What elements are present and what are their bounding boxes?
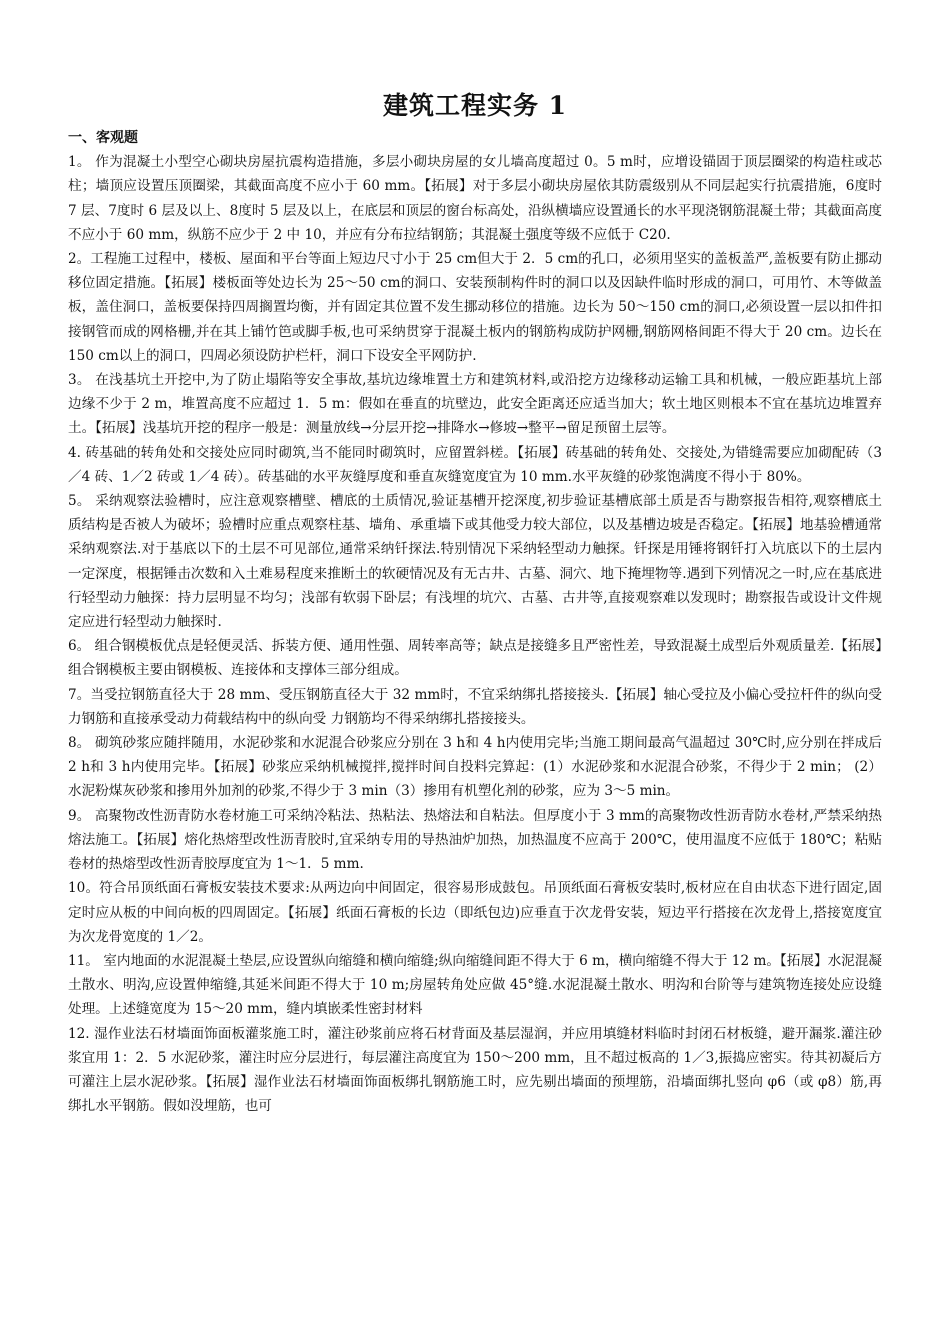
paragraph-12: 12. 湿作业法石材墙面饰面板灌浆施工时，灌注砂浆前应将石材背面及基层湿润，并应用填缝材料临时封闭石材板缝，避开漏浆.灌注砂浆宜用 1：2．5 水泥砂浆，灌注时应分层进行，每层灌注高度宜为 150～200 mm，且不超过板高的 1／3,振捣应密实。待其初凝后方可灌注上层水泥砂浆。【拓展】湿作业法石材墙面饰面板绑扎钢筋施工时，应先剔出墙面的预埋筋，沿墙面绑扎竖向 φ6（或 φ8）筋,再绑扎水平钢筋。假如没埋筋，也可	[68, 1025, 882, 1115]
paragraph-2: 2。工程施工过程中，楼板、屋面和平台等面上短边尺寸小于 25 cm但大于 2．5 cm的孔口，必须用坚实的盖板盖严,盖板要有防止挪动移位固定措施。【拓展】楼板面等处边长为 25～50 cm的洞口、安装预制构件时的洞口以及因缺件临时形成的洞口，可用竹、木等做盖板，盖住洞口，盖板要保持四周搁置均衡，并有固定其位置不发生挪动移位的措施。边长为 50～150 cm的洞口,必须设置一层以扣件扣接钢管而成的网格栅,并在其上铺竹笆或脚手板,也可采纳贯穿于混凝土板内的钢筋构成防护网栅,钢筋网格间距不得大于 20 cm。边长在 150 cm以上的洞口，四周必须设防护栏杆，洞口下设安全平网防护.	[68, 251, 882, 364]
paragraph-7: 7。当受拉钢筋直径大于 28 mm、受压钢筋直径大于 32 mm时，不宜采纳绑扎搭接接头.【拓展】轴心受拉及小偏心受拉杆件的纵向受力钢筋和直接承受动力荷载结构中的纵向受 力钢筋均不得采纳绑扎搭接接头。	[68, 686, 882, 727]
paragraph-10: 10。符合吊顶纸面石膏板安装技术要求:从两边向中间固定，很容易形成鼓包。吊顶纸面石膏板安装时,板材应在自由状态下进行固定,固定时应从板的中间向板的四周固定。【拓展】纸面石膏板的长边（即纸包边)应垂直于次龙骨安装，短边平行搭接在次龙骨上,搭接宽度宜为次龙骨宽度的 1／2。	[68, 880, 882, 945]
paragraph-8: 8。 砌筑砂浆应随拌随用，水泥砂浆和水泥混合砂浆应分别在 3 h和 4 h内使用完毕;当施工期间最高气温超过 30℃时,应分别在拌成后 2 h和 3 h内使用完毕。【拓展】砂浆应采纳机械搅拌,搅拌时间自投料完算起：(1）水泥砂浆和水泥混合砂浆，不得少于 2 min； (2）水泥粉煤灰砂浆和掺用外加剂的砂浆,不得少于 3 min（3）掺用有机塑化剂的砂浆，应为 3～5 min。	[68, 735, 882, 800]
section-heading: 一、客观题	[68, 130, 138, 146]
paragraph-3: 3。 在浅基坑土开挖中,为了防止塌陷等安全事故,基坑边缘堆置土方和建筑材料,或沿挖方边缘移动运输工具和机械，一般应距基坑上部边缘不少于 2 m，堆置高度不应超过 1．5 m：假如在垂直的坑壁边，此安全距离还应适当加大；软土地区则根本不宜在基坑边堆置弃土。【拓展】浅基坑开挖的程序一般是：测量放线→分层开挖→排降水→修坡→整平→留足预留土层等。	[68, 372, 882, 437]
paragraph-6: 6。 组合钢模板优点是轻便灵活、拆装方便、通用性强、周转率高等；缺点是接缝多且严密性差，导致混凝土成型后外观质量差.【拓展】组合钢模板主要由钢模板、连接体和支撑体三部分组成。	[68, 638, 882, 679]
paragraph-5: 5。 采纳观察法验槽时，应注意观察槽壁、槽底的土质情况,验证基槽开挖深度,初步验证基槽底部土质是否与勘察报告相符,观察槽底土质结构是否被人为破坏；验槽时应重点观察柱基、墙角、承重墙下或其他受力较大部位，以及基槽边坡是否稳定。【拓展】地基验槽通常采纳观察法.对于基底以下的土层不可见部位,通常采纳钎探法.特别情况下采纳轻型动力触探。钎探是用锤将钢钎打入坑底以下的土层内一定深度，根据锤击次数和入土难易程度来推断土的软硬情况及有无古井、古墓、洞穴、地下掩埋物等.遇到下列情况之一时,应在基底进行轻型动力触探：持力层明显不均匀；浅部有软弱下卧层；有浅埋的坑穴、古墓、古井等,直接观察难以发现时；勘察报告或设计文件规定应进行轻型动力触探时.	[68, 493, 882, 631]
paragraph-11: 11。 室内地面的水泥混凝土垫层,应设置纵向缩缝和横向缩缝;纵向缩缝间距不得大于 6 m，横向缩缝不得大于 12 m。【拓展】水泥混凝土散水、明沟,应设置伸缩缝,其延米间距不得大于 10 m;房屋转角处应做 45°缝.水泥混凝土散水、明沟和台阶等与建筑物连接处应设缝处理。上述缝宽度为 15～20 mm，缝内填嵌柔性密封材料	[68, 952, 882, 1018]
paragraph-9: 9。 高聚物改性沥青防水卷材施工可采纳冷粘法、热粘法、热熔法和自粘法。但厚度小于 3 mm的高聚物改性沥青防水卷材,严禁采纳热熔法施工。【拓展】熔化热熔型改性沥青胶时,宜采纳专用的导热油炉加热，加热温度不应高于 200℃，使用温度不应低于 180℃；粘贴卷材的热熔型改性沥青胶厚度宜为 1～1．5 mm.	[68, 807, 882, 873]
document-body	[68, 126, 882, 1118]
paragraph-1: 1。 作为混凝土小型空心砌块房屋抗震构造措施，多层小砌块房屋的女儿墙高度超过 0。5 m时，应增设锚固于顶层圈梁的构造柱或芯柱；墙顶应设置压顶圈梁，其截面高度不应小于 60 mm。【拓展】对于多层小砌块房屋依其防震级别从不同层起实行抗震措施，6度时 7 层、7度时 6 层及以上、8度时 5 层及以上，在底层和顶层的窗台标高处，沿纵横墙应设置通长的水平现浇钢筋混凝土带；其截面高度不应小于 60 mm，纵筋不应少于 2 中 10，并应有分布拉结钢筋；其混凝土强度等级不应低于 C20.	[68, 154, 882, 243]
document-title: 建筑工程实务 1	[382, 91, 568, 120]
paragraph-4: 4. 砖基础的转角处和交接处应同时砌筑,当不能同时砌筑时，应留置斜槎。【拓展】砖基础的转角处、交接处,为错缝需要应加砌配砖（3／4 砖、1／2 砖或 1／4 砖）。砖基础的水平灰缝厚度和垂直灰缝宽度宜为 10 mm.水平灰缝的砂浆饱满度不得小于 80%。	[68, 444, 882, 485]
